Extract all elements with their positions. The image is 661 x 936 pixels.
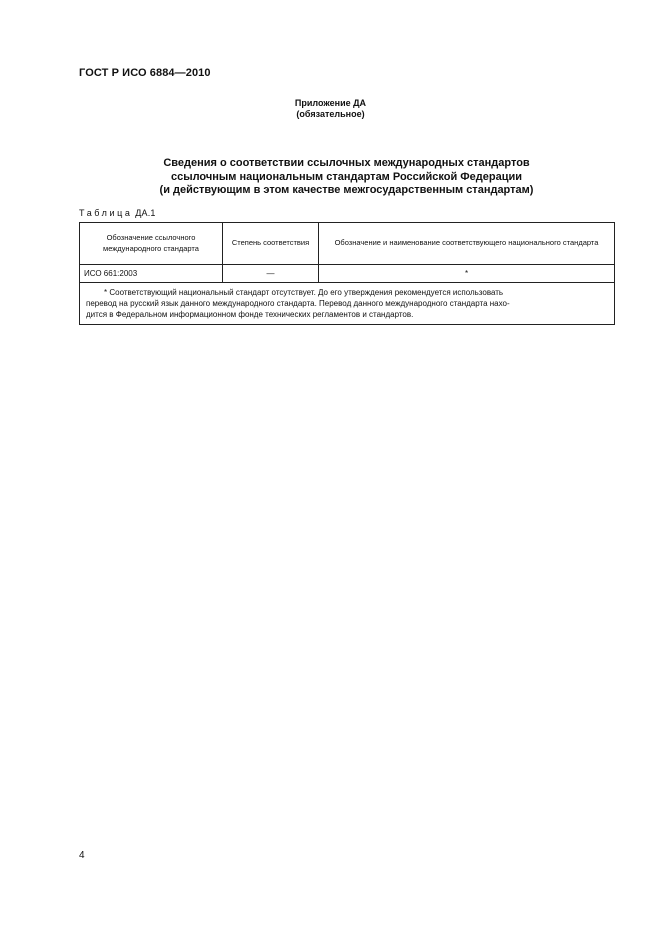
header-national-standard: Обозначение и наименование соответствующего национального стандарта [319, 223, 615, 265]
table-footnote [80, 283, 615, 325]
annex-title: Приложение ДА [294, 98, 367, 108]
section-title-line: ссылочным национальным стандартам Российской Федерации [170, 170, 523, 183]
footnote-line: перевод на русский язык данного международного стандарта. Перевод данного международного стандарта нахо- [86, 299, 510, 308]
section-title-line: (и действующим в этом качестве межгосударственным стандартам) [159, 184, 534, 196]
header-international-standard: Обозначение ссылочного международного стандарта [80, 223, 223, 265]
document-code: ГОСТ Р ИСО 6884—2010 [79, 67, 211, 79]
compliance-table [79, 222, 615, 325]
page-number: 4 [79, 850, 85, 861]
table-row [80, 265, 615, 283]
section-title-line: Сведения о соответствии ссылочных международных стандартов [163, 157, 530, 169]
table-caption [79, 208, 156, 218]
annex-heading [0, 98, 661, 120]
table-header-row [80, 223, 615, 265]
section-title [0, 157, 661, 198]
cell-degree: — [223, 265, 319, 283]
table-caption-word: Таблица [79, 208, 133, 218]
footnote-line: дится в Федеральном информационном фонде технических регламентов и стандартов. [86, 310, 414, 319]
cell-international-designation: ИСО 661:2003 [80, 265, 223, 283]
footnote-line: * Соответствующий национальный стандарт отсутствует. До его утверждения рекомендуется использовать [104, 288, 504, 297]
header-degree-of-conformity: Степень соответствия [223, 223, 319, 265]
table-footnote-row [80, 283, 615, 325]
cell-national-standard: * [319, 265, 615, 283]
annex-status: (обязательное) [296, 109, 365, 119]
table-caption-number: ДА.1 [135, 208, 156, 218]
